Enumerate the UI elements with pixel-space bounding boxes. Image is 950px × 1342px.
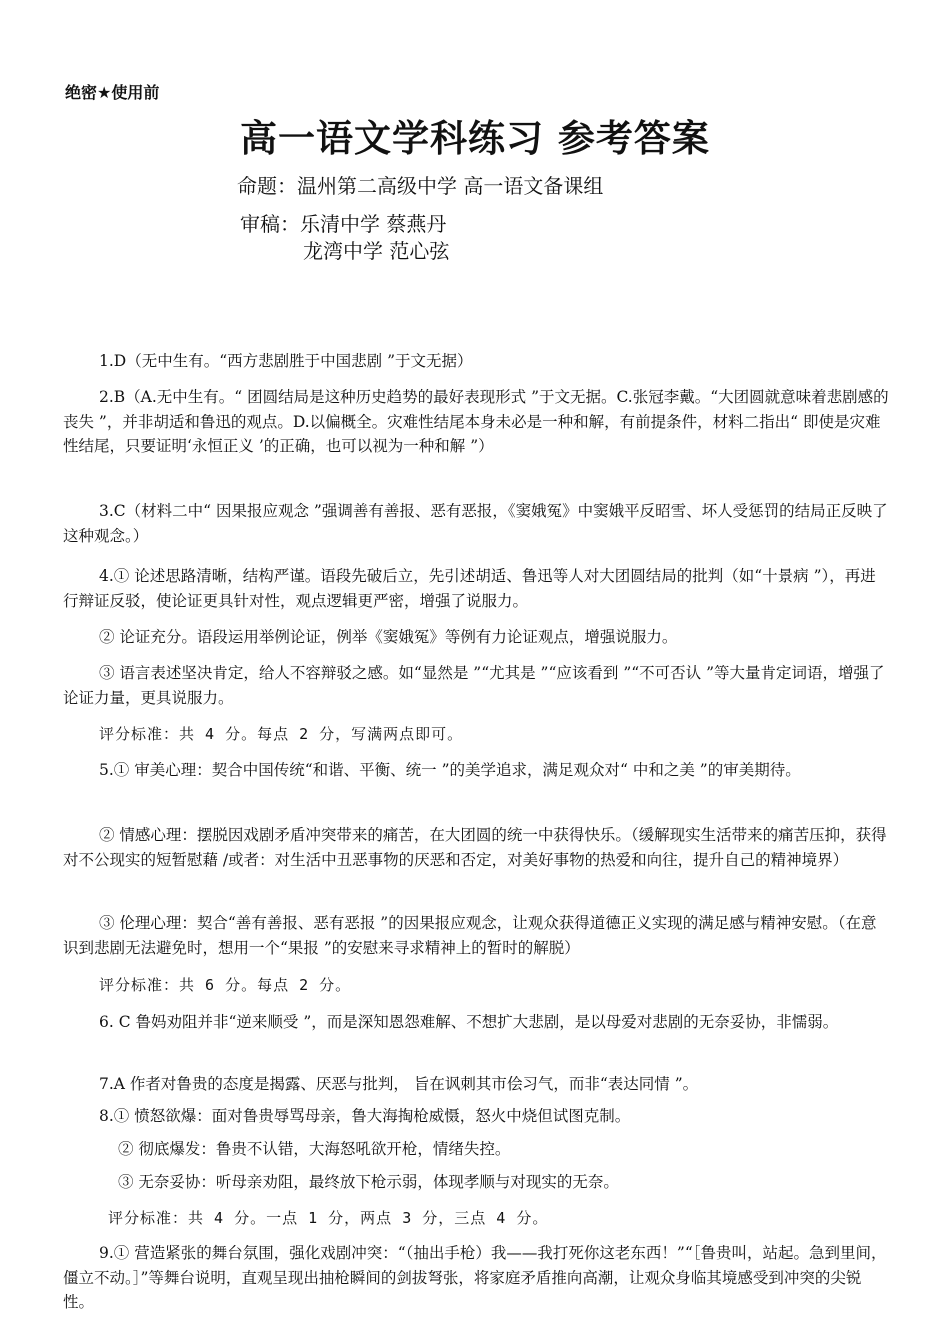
answer-q2: 2.B（A.无中生有。“ 团圆结局是这种历史趋势的最好表现形式 ”于文无据。C.张冠李戴。“大团圆就意味着悲剧感的丧失 ”，并非胡适和鲁迅的观点。D.以偏概全。灾难性结尾本身未必是一种和解，有前提条件，材料二指出“ 即使是灾难性结尾，只要证明‘永恒正义 ’的正确，也可以视为一种和解 ”） [63,388,889,455]
author-line: 命题：温州第二高级中学 高一语文备课组 [237,174,604,198]
reviewer-line-2: 龙湾中学 范心弦 [303,239,450,263]
answer-q4-point3: ③ 语言表述坚决肯定，给人不容辩驳之感。如“显然是 ”“尤其是 ”“应该看到 ”“不可否认 ”等大量肯定词语，增强了论证力量，更具说服力。 [63,664,885,707]
answer-q8-point2: ② 彻底爆发：鲁贵不认错，大海怒吼欲开枪，情绪失控。 [118,1140,511,1158]
confidential-label: 绝密★使用前 [65,83,160,102]
scoring-q8: 评分标准：共 4 分。一点 1 分，两点 3 分，三点 4 分。 [108,1209,549,1227]
answer-q4-point1: 4.① 论述思路清晰，结构严谨。语段先破后立，先引述胡适、鲁迅等人对大团圆结局的批判（如“十景病 ”），再进行辩证反驳，使论证更具针对性，观点逻辑更严密，增强了说服力。 [63,567,876,610]
answer-q5-point2: ② 情感心理：摆脱因戏剧矛盾冲突带来的痛苦，在大团圆的统一中获得快乐。（缓解现实生活带来的痛苦压抑，获得对不公现实的短暂慰藉 /或者：对生活中丑恶事物的厌恶和否定，对美好事物的热爱和向往，提升自己的精神境界） [63,826,887,869]
reviewer-line-1: 审稿：乐清中学 蔡燕丹 [240,212,447,236]
answer-q7: 7.A 作者对鲁贵的态度是揭露、厌恶与批判， 旨在讽刺其市侩习气，而非“表达同情 ”。 [99,1075,699,1093]
scoring-q4: 评分标准：共 4 分。每点 2 分，写满两点即可。 [99,725,464,743]
answer-q5-point1: 5.① 审美心理：契合中国传统“和谐、平衡、统一 ”的美学追求，满足观众对“ 中和之美 ”的审美期待。 [99,761,801,779]
answer-q3: 3.C（材料二中“ 因果报应观念 ”强调善有善报、恶有恶报，《窦娥冤》中窦娥平反昭雪、坏人受惩罚的结局正反映了这种观念。） [63,502,888,545]
answer-q5-point3: ③ 伦理心理：契合“善有善报、恶有恶报 ”的因果报应观念，让观众获得道德正义实现的满足感与精神安慰。（在意识到悲剧无法避免时，想用一个“果报 ”的安慰来寻求精神上的暂时的解脱） [63,914,877,957]
answer-q6: 6. C 鲁妈劝阻并非“逆来顺受 ”，而是深知恩怨难解、不想扩大悲剧，是以母爱对悲剧的无奈妥协，非懦弱。 [99,1013,839,1031]
answer-q4-point2: ② 论证充分。语段运用举例论证，例举《窦娥冤》等例有力论证观点，增强说服力。 [99,628,678,646]
page-title: 高一语文学科练习 参考答案 [240,116,710,160]
answer-q8-point1: 8.① 愤怒欲爆：面对鲁贵辱骂母亲，鲁大海掏枪威慑，怒火中烧但试图克制。 [99,1107,631,1125]
answer-q9-point1: 9.① 营造紧张的舞台氛围，强化戏剧冲突：“（抽出手枪）我——我打死你这老东西！”“［鲁贵叫，站起。急到里间，僵立不动。］”等舞台说明，直观呈现出抽枪瞬间的剑拔弩张，将家庭矛盾推向高潮，让观众身临其境感受到冲突的尖锐性。 [63,1244,887,1311]
answer-q1: 1.D（无中生有。“西方悲剧胜于中国悲剧 ”于文无据） [99,352,473,370]
scoring-q5: 评分标准：共 6 分。每点 2 分。 [99,976,352,994]
answer-q8-point3: ③ 无奈妥协：听母亲劝阻，最终放下枪示弱，体现孝顺与对现实的无奈。 [118,1173,619,1191]
